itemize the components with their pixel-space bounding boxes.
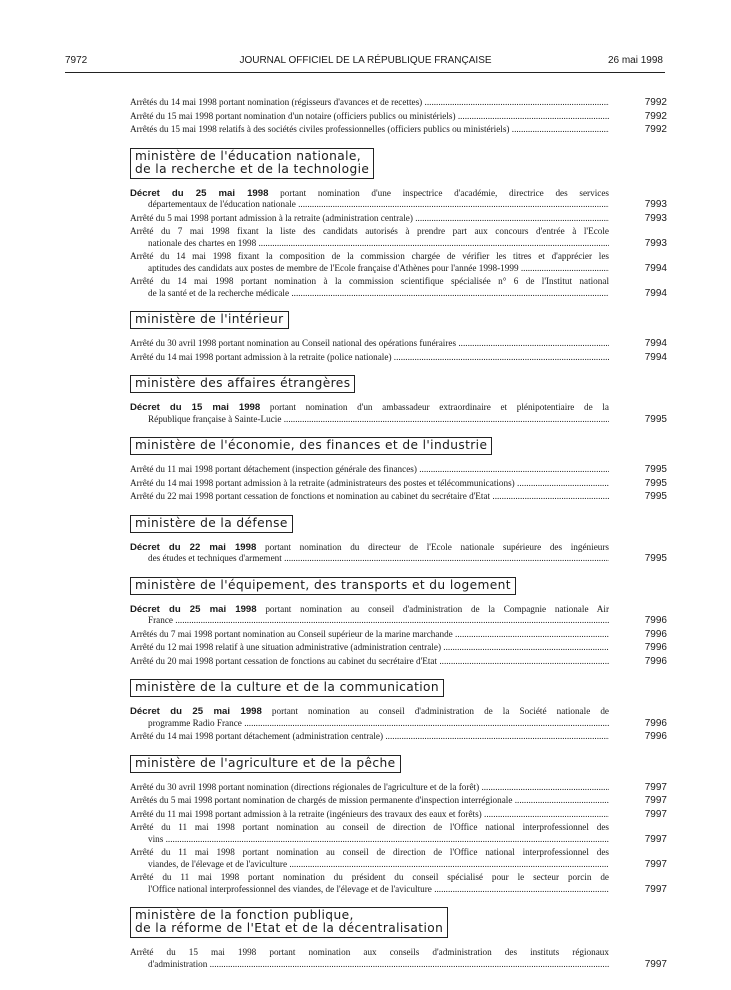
entry-text [130, 731, 609, 743]
issue-date: 26 mai 1998 [607, 55, 663, 66]
entry-text [130, 226, 609, 238]
entry-page-number: 7996 [644, 628, 667, 640]
entry-text [130, 656, 609, 668]
ministry-section [130, 505, 667, 565]
intro-entries [130, 97, 667, 136]
entry-text [130, 782, 609, 794]
entry-text [130, 276, 609, 288]
entry-page-number: 7995 [644, 413, 667, 425]
entry-description: Arrêté du 11 mai 1998 portant détachement (inspection générale des finances) [130, 464, 417, 474]
entry-description: Arrêté du 30 avril 1998 portant nomination (directions régionales de l'agriculture et de la forêt) [130, 781, 480, 792]
entry-description: Arrêtés du 14 mai 1998 portant nomination (régisseurs d'avances et de recettes) [130, 97, 423, 107]
toc-entry [130, 656, 667, 668]
toc-entry [130, 352, 667, 364]
ministry-heading-line: ministère de l'éducation nationale, [135, 148, 362, 163]
entry-page-number: 7993 [644, 199, 667, 210]
entry-description: Arrêté du 11 mai 1998 portant nomination au conseil de direction de l'Office national interprofessionnel des [130, 822, 609, 832]
entry-continuation: viandes, de l'élevage et de l'aviculture ..... [130, 859, 609, 871]
entry-description: Arrêté du 15 mai 1998 portant nomination d'un notaire (officiers publics ou ministériels) [130, 110, 456, 121]
ministry-heading [130, 148, 374, 179]
entry-page-number: 7996 [644, 642, 667, 653]
entry-text [130, 251, 609, 263]
ministry-heading [130, 679, 444, 697]
entry-decree-label: Décret du 22 mai 1998 [130, 541, 257, 553]
entry-continuation: République française à Sainte-Lucie ..... [130, 414, 609, 426]
ministry-heading-line: ministère de la défense [135, 515, 288, 530]
entry-description: Arrêtés du 5 mai 1998 portant nomination de chargés de mission permanente d'inspection interrégionale [130, 795, 513, 805]
entry-description: portant nomination au conseil d'administration de la Compagnie nationale Air [256, 603, 609, 614]
entry-page-number: 7997 [644, 958, 667, 970]
entry-description: Arrêté du 7 mai 1998 fixant la liste des candidats autorisés à prendre part aux concours d'entrée à l'Ecole [130, 226, 609, 236]
ministry-heading [130, 515, 293, 533]
ministry-section [130, 745, 667, 896]
entry-text [130, 491, 609, 503]
entry-description: Arrêté du 14 mai 1998 portant admission à la retraite (police nationale) [130, 351, 392, 362]
toc-entry [130, 731, 667, 743]
entry-continuation: vins ..... [130, 834, 609, 846]
ministry-heading-line: ministère de l'agriculture et de la pêche [135, 755, 396, 770]
entry-description: portant nomination au conseil d'administration de la Société nationale de [261, 706, 609, 716]
entry-text [130, 604, 609, 616]
entry-page-number: 7992 [644, 110, 667, 122]
entry-text [130, 111, 609, 123]
entry-page-number: 7994 [644, 262, 667, 274]
entry-page-number: 7994 [644, 351, 667, 363]
entry-description: Arrêté du 12 mai 1998 relatif à une situation administrative (administration centrale) [130, 642, 441, 652]
entry-page-number: 7996 [644, 655, 667, 667]
entry-text [130, 947, 609, 959]
entry-text [130, 642, 609, 654]
entry-continuation: aptitudes des candidats aux postes de membre de l'Ecole française d'Athènes pour l'année 1998-1999 ..... [130, 263, 609, 275]
ministry-section [130, 567, 667, 668]
header-rule [65, 72, 665, 73]
ministry-section [130, 138, 667, 300]
ministry-heading [130, 311, 289, 329]
ministry-heading-line: ministère de l'économie, des finances et de l'industrie [135, 438, 488, 452]
entry-text [130, 809, 609, 821]
entry-description: portant nomination d'un ambassadeur extraordinaire et plénipotentiaire de la [260, 402, 609, 412]
toc-entry [130, 706, 667, 729]
entry-page-number: 7997 [644, 808, 667, 820]
entry-description: Arrêté du 11 mai 1998 portant nomination du président du conseil spécialisé pour le secteur porcin de [130, 872, 609, 882]
entry-text [130, 124, 609, 136]
entry-description: Arrêté du 30 avril 1998 portant nomination au Conseil national des opérations funéraires [130, 338, 457, 348]
entry-page-number: 7993 [644, 237, 667, 249]
toc-entry [130, 542, 667, 565]
entry-page-number: 7993 [644, 212, 667, 224]
toc-entry [130, 872, 667, 895]
entry-page-number: 7996 [644, 717, 667, 729]
entry-description: portant nomination d'une inspectrice d'académie, directrice des services [268, 187, 609, 198]
entry-text [130, 97, 609, 109]
entry-text [130, 402, 609, 414]
ministry-heading [130, 375, 355, 393]
entry-text [130, 338, 609, 350]
entry-description: Arrêté du 14 mai 1998 fixant la composition de la commission chargée de vérifier les titres et d'apprécier les [130, 251, 609, 261]
toc-entry [130, 111, 667, 123]
entry-description: Arrêté du 5 mai 1998 portant admission à la retraite (administration centrale) [130, 212, 413, 223]
entry-page-number: 7995 [644, 464, 667, 475]
entry-description: Arrêté du 14 mai 1998 portant admission à la retraite (administrateurs des postes et télécommunications) [130, 477, 515, 488]
toc-entry [130, 491, 667, 503]
ministry-heading [130, 755, 401, 773]
toc-entry [130, 642, 667, 654]
ministry-section [130, 301, 667, 363]
entry-page-number: 7995 [644, 553, 667, 564]
entry-text [130, 706, 609, 718]
entry-page-number: 7995 [644, 477, 667, 489]
toc-entry [130, 947, 667, 970]
entry-page-number: 7997 [644, 833, 667, 845]
entry-page-number: 7995 [644, 491, 667, 502]
entry-description: Arrêtés du 7 mai 1998 portant nomination au Conseil supérieur de la marine marchande [130, 628, 453, 639]
entry-description: Arrêté du 15 mai 1998 portant nomination aux conseils d'administration des instituts régionaux [130, 947, 609, 957]
entry-continuation: des études et techniques d'armement ..... [130, 553, 609, 565]
entry-continuation: de la santé et de la recherche médicale ..... [130, 288, 609, 300]
toc-entry [130, 402, 667, 425]
entry-text [130, 822, 609, 834]
table-of-contents [130, 97, 667, 972]
entry-description: portant nomination du directeur de l'Ecole nationale supérieure des ingénieurs [256, 541, 609, 552]
toc-entry [130, 822, 667, 845]
ministry-heading-line: de la réforme de l'Etat et de la décentralisation [135, 921, 444, 935]
entry-description: Arrêtés du 15 mai 1998 relatifs à des sociétés civiles professionnelles (officiers publics ou ministériels) [130, 124, 510, 134]
ministry-heading-line: ministère de l'équipement, des transports et du logement [135, 577, 511, 592]
entry-text [130, 352, 609, 364]
toc-entry [130, 604, 667, 627]
entry-description: Arrêté du 11 mai 1998 portant nomination au conseil de direction de l'Office national interprofessionnel des [130, 847, 609, 857]
toc-entry [130, 478, 667, 490]
entry-page-number: 7992 [644, 97, 667, 108]
entry-page-number: 7994 [644, 338, 667, 349]
entry-description: Arrêté du 14 mai 1998 portant nomination à la commission scientifique spécialisée n° 6 de l'Institut national [130, 276, 609, 286]
entry-text [130, 847, 609, 859]
entry-description: Arrêté du 22 mai 1998 portant cessation de fonctions et nomination au cabinet du secrétaire d'Etat [130, 491, 491, 501]
ministry-heading-line: ministère de la fonction publique, [135, 908, 354, 922]
entry-continuation: programme Radio France ..... [130, 718, 609, 730]
ministry-section [130, 669, 667, 743]
entry-text [130, 188, 609, 200]
ministry-section [130, 365, 667, 425]
entry-text [130, 478, 609, 490]
toc-entry [130, 226, 667, 249]
entry-continuation: nationale des chartes en 1998 ..... [130, 238, 609, 250]
entry-page-number: 7994 [644, 287, 667, 299]
toc-entry [130, 782, 667, 794]
toc-entry [130, 188, 667, 211]
toc-entry [130, 338, 667, 350]
entry-decree-label: Décret du 25 mai 1998 [130, 187, 269, 199]
entry-text [130, 795, 609, 807]
entry-description: Arrêté du 11 mai 1998 portant admission à la retraite (ingénieurs des travaux des eaux et forêts) [130, 808, 482, 819]
toc-entry [130, 124, 667, 136]
entry-page-number: 7996 [644, 615, 667, 626]
entry-description: Arrêté du 20 mai 1998 portant cessation de fonctions au cabinet du secrétaire d'Etat [130, 655, 438, 666]
entry-continuation: France ..... [130, 615, 609, 627]
ministry-heading [130, 437, 492, 455]
entry-continuation: l'Office national interprofessionnel des viandes, de l'élevage et de l'aviculture ..... [130, 884, 609, 896]
entry-page-number: 7997 [644, 781, 667, 793]
ministry-heading-line: ministère de l'intérieur [135, 312, 284, 326]
entry-text [130, 629, 609, 641]
ministry-section [130, 427, 667, 503]
entry-continuation: d'administration ..... [130, 959, 609, 971]
entry-continuation: départementaux de l'éducation nationale ..... [130, 199, 609, 211]
entry-decree-label: Décret du 15 mai 1998 [130, 402, 261, 413]
entry-text [130, 872, 609, 884]
toc-entry [130, 213, 667, 225]
toc-entry [130, 97, 667, 109]
ministry-heading [130, 907, 448, 938]
toc-entry [130, 847, 667, 870]
journal-title: JOURNAL OFFICIEL DE LA RÉPUBLIQUE FRANÇAISE [239, 55, 492, 66]
toc-entry [130, 795, 667, 807]
entry-page-number: 7997 [644, 858, 667, 870]
ministry-heading [130, 577, 516, 595]
ministry-heading-line: de la recherche et de la technologie [135, 161, 370, 176]
toc-entry [130, 809, 667, 821]
page-number: 7972 [65, 55, 88, 66]
entry-page-number: 7997 [644, 795, 667, 806]
ministry-heading-line: ministère de la culture et de la communication [135, 680, 440, 694]
entry-page-number: 7996 [644, 731, 667, 742]
ministry-section [130, 897, 667, 970]
toc-entry [130, 251, 667, 274]
entry-decree-label: Décret du 25 mai 1998 [130, 706, 262, 717]
toc-entry [130, 276, 667, 299]
entry-page-number: 7992 [644, 124, 667, 135]
entry-page-number: 7997 [644, 883, 667, 895]
entry-text [130, 213, 609, 225]
entry-decree-label: Décret du 25 mai 1998 [130, 603, 257, 615]
toc-entry [130, 629, 667, 641]
entry-text [130, 542, 609, 554]
toc-entry [130, 464, 667, 476]
entry-text [130, 464, 609, 476]
entry-description: Arrêté du 14 mai 1998 portant détachement (administration centrale) [130, 731, 384, 741]
ministry-heading-line: ministère des affaires étrangères [135, 376, 351, 390]
